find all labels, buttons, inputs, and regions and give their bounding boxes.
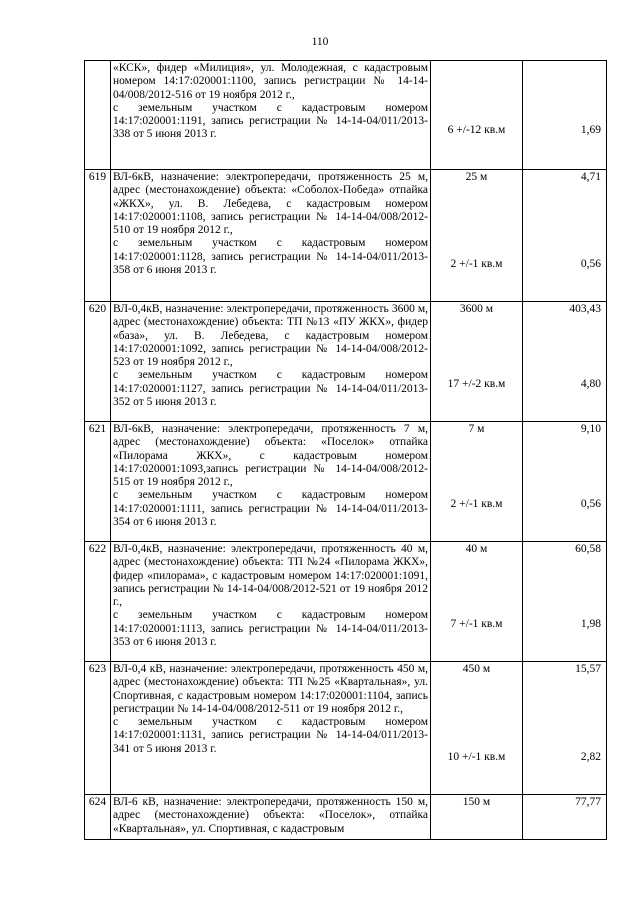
value-cell	[523, 795, 607, 840]
object-size: 40 м	[465, 543, 488, 555]
land-area: 2 +/-1 кв.м	[450, 498, 503, 510]
row-number: 622	[85, 542, 111, 662]
land-value: 1,69	[580, 124, 601, 136]
object-value: 15,57	[575, 663, 601, 675]
land-value: 2,82	[580, 751, 601, 763]
land-plot-text: с земельным участком с кадастровым номером 14:17:020001:1128, запись регистрации № 14-14-04/011/2013-358 от 6 июня 2013 г.	[113, 237, 428, 277]
object-description	[111, 61, 431, 170]
row-number: 620	[85, 302, 111, 422]
table-row	[85, 795, 607, 840]
table-row	[85, 61, 607, 170]
table-row	[85, 422, 607, 542]
object-value: 9,10	[580, 423, 601, 435]
object-description	[111, 795, 431, 840]
object-description	[111, 302, 431, 422]
object-value: 403,43	[569, 303, 601, 315]
land-plot-text: с земельным участком с кадастровым номером 14:17:020001:1127, запись регистрации № 14-14-04/011/2013-352 от 5 июня 2013 г.	[113, 369, 428, 409]
object-text: «КСК», фидер «Милиция», ул. Молодежная, с кадастровым номером 14:17:020001:1100, запись регистрации № 14-14-04/008/2012-516 от 19 ноября 2012 г.,	[113, 62, 428, 101]
table-row	[85, 302, 607, 422]
object-text: ВЛ-0,4кВ, назначение: электропередачи, протяженность 3600 м, адрес (местонахождение) объекта: ТП №13 «ПУ ЖКХ», фидер «база», ул. В. Лебедева, с кадастровым номером 14:17:020001:1092, запись регистрации № 14-14-04/008/2012-523 от 19 ноября 2012 г.,	[113, 303, 428, 369]
value-cell	[523, 170, 607, 302]
size-cell	[431, 542, 523, 662]
land-plot-text: с земельным участком с кадастровым номером 14:17:020001:1131, запись регистрации № 14-14-04/011/2013-341 от 5 июня 2013 г.	[113, 716, 428, 755]
row-number: 623	[85, 662, 111, 795]
object-description	[111, 542, 431, 662]
value-cell	[523, 61, 607, 170]
row-number: 619	[85, 170, 111, 302]
table-row	[85, 662, 607, 795]
object-text: ВЛ-6кВ, назначение: электропередачи, протяженность 25 м, адрес (местонахождение) объекта: «Соболох-Победа» отпайка «ЖКХ», ул. В. Лебедева, с кадастровым номером 14:17:020001:1108, запись регистрации № 14-14-04/008/2012-510 от 19 ноября 2012 г.,	[113, 171, 428, 237]
land-plot-text: с земельным участком с кадастровым номером 14:17:020001:1111, запись регистрации № 14-14-04/011/2013-354 от 6 июня 2013 г.	[113, 489, 428, 529]
value-cell	[523, 662, 607, 795]
object-size: 450 м	[462, 663, 491, 675]
row-number: 621	[85, 422, 111, 542]
land-plot-text: с земельным участком с кадастровым номером 14:17:020001:1191, запись регистрации № 14-14-04/011/2013-338 от 5 июня 2013 г.	[113, 101, 428, 141]
size-cell	[431, 170, 523, 302]
size-cell	[431, 422, 523, 542]
object-value: 4,71	[580, 171, 601, 183]
registry-table	[84, 60, 607, 840]
land-value: 1,98	[580, 618, 601, 630]
land-area: 10 +/-1 кв.м	[447, 751, 506, 763]
object-description	[111, 170, 431, 302]
page-number: 110	[311, 36, 329, 48]
object-size: 150 м	[462, 796, 491, 808]
table-row	[85, 542, 607, 662]
value-cell	[523, 542, 607, 662]
object-text: ВЛ-6 кВ, назначение: электропередачи, протяженность 150 м, адрес (местонахождение) объекта: «Поселок», отпайка «Квартальная», ул. Спортивная, с кадастровым	[113, 796, 428, 835]
object-size: 3600 м	[459, 303, 494, 315]
table-row	[85, 170, 607, 302]
land-area: 17 +/-2 кв.м	[447, 378, 506, 390]
value-cell	[523, 302, 607, 422]
object-size: 25 м	[465, 171, 488, 183]
object-description	[111, 422, 431, 542]
land-value: 4,80	[580, 378, 601, 390]
object-value: 77,77	[575, 796, 601, 808]
land-plot-text: с земельным участком с кадастровым номером 14:17:020001:1113, запись регистрации № 14-14-04/011/2013-353 от 6 июня 2013 г.	[113, 609, 428, 649]
object-text: ВЛ-0,4 кВ, назначение: электропередачи, протяженность 450 м, адрес (местонахождение) объекта: ТП №25 «Квартальная», ул. Спортивная, с кадастровым номером 14:17:020001:1104, запись регистрации № 14-14-04/008/2012-511 от 19 ноября 2012 г.,	[113, 663, 428, 715]
object-text: ВЛ-0,4кВ, назначение: электропередачи, протяженность 40 м, адрес (местонахождение) объекта: ТП №24 «Пилорама ЖКХ», фидер «пилорама», с кадастровым номером 14:17:020001:1091, запись регистрации № 14-14-04/008/2012-521 от 19 ноября 2012 г.,	[113, 543, 428, 609]
row-number: 624	[85, 795, 111, 840]
land-area: 6 +/-12 кв.м	[447, 124, 506, 136]
land-value: 0,56	[580, 498, 601, 510]
value-cell	[523, 422, 607, 542]
object-size: 7 м	[468, 423, 485, 435]
land-value: 0,56	[580, 258, 601, 270]
size-cell	[431, 662, 523, 795]
object-text: ВЛ-6кВ, назначение: электропередачи, протяженность 7 м, адрес (местонахождение) объекта: «Поселок» отпайка «Пилорама ЖКХ», с кадастровым номером 14:17:020001:1093,запись регистрации № 14-14-04/008/2012-515 от 19 ноября 2012 г.,	[113, 423, 428, 489]
size-cell	[431, 61, 523, 170]
land-area: 7 +/-1 кв.м	[450, 618, 503, 630]
size-cell	[431, 302, 523, 422]
object-description	[111, 662, 431, 795]
land-area: 2 +/-1 кв.м	[450, 258, 503, 270]
size-cell	[431, 795, 523, 840]
row-number	[85, 61, 111, 170]
object-value: 60,58	[575, 543, 601, 555]
